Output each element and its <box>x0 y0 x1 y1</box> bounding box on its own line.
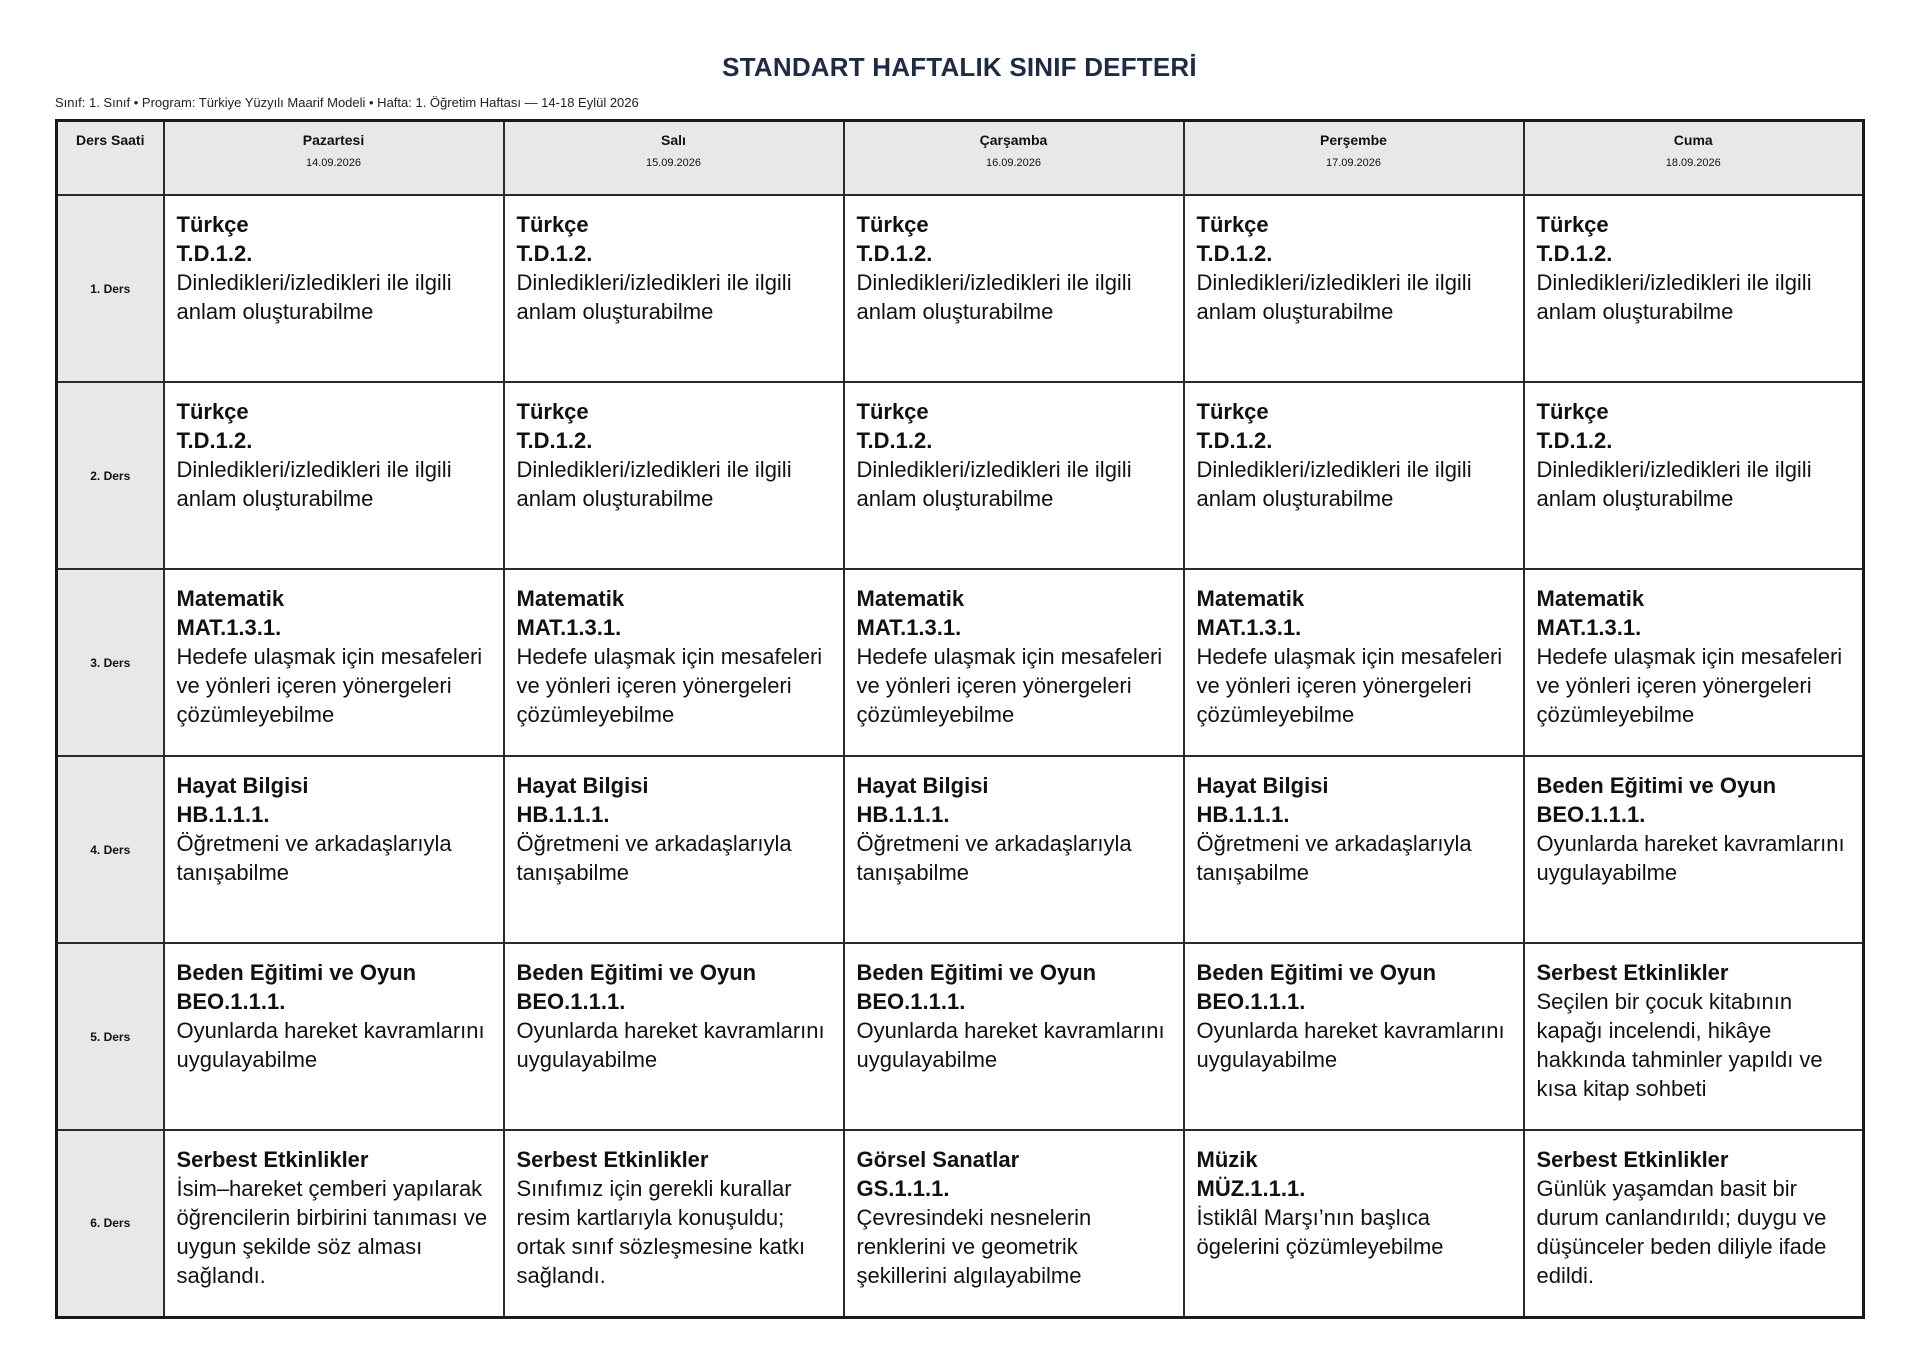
schedule-body <box>57 195 1864 1317</box>
day-header-tuesday <box>504 121 844 196</box>
lesson-subject: Serbest Etkinlikler <box>1536 1147 1729 1172</box>
lesson-subject: Türkçe <box>1536 212 1609 237</box>
lesson-cell <box>1184 195 1524 382</box>
table-row <box>57 382 1864 569</box>
period-label: 5. Ders <box>57 943 164 1130</box>
lesson-description: Oyunlarda hareket kavramlarını uygulayabilme <box>176 1018 485 1072</box>
weekly-schedule-table <box>55 119 1865 1319</box>
lesson-subject: Müzik <box>1196 1147 1258 1172</box>
lesson-description: Oyunlarda hareket kavramlarını uygulayabilme <box>1536 831 1845 885</box>
lesson-subject: Serbest Etkinlikler <box>516 1147 709 1172</box>
document-meta-line: Sınıf: 1. Sınıf • Program: Türkiye Yüzyılı Maarif Modeli • Hafta: 1. Öğretim Haftası — 14-18 Eylül 2026 <box>55 95 639 110</box>
lesson-outcome-code: T.D.1.2. <box>516 428 593 453</box>
lesson-subject: Matematik <box>516 586 625 611</box>
lesson-outcome-code: T.D.1.2. <box>1536 241 1613 266</box>
table-row <box>57 943 1864 1130</box>
lesson-cell <box>844 943 1184 1130</box>
lesson-description: Seçilen bir çocuk kitabının kapağı incelendi, hikâye hakkında tahminler yapıldı ve kısa kitap sohbeti <box>1536 989 1823 1101</box>
lesson-subject: Beden Eğitimi ve Oyun <box>516 960 757 985</box>
lesson-outcome-code: T.D.1.2. <box>856 241 933 266</box>
lesson-description: Oyunlarda hareket kavramlarını uygulayabilme <box>856 1018 1165 1072</box>
lesson-outcome-code: T.D.1.2. <box>856 428 933 453</box>
lesson-subject: Türkçe <box>176 399 249 424</box>
lesson-description: Oyunlarda hareket kavramlarını uygulayabilme <box>516 1018 825 1072</box>
lesson-description: Dinledikleri/izledikleri ile ilgili anlam oluşturabilme <box>856 457 1132 511</box>
lesson-subject: Hayat Bilgisi <box>176 773 309 798</box>
lesson-outcome-code: MAT.1.3.1. <box>856 615 962 640</box>
lesson-description: Dinledikleri/izledikleri ile ilgili anlam oluşturabilme <box>176 457 452 511</box>
lesson-description: Oyunlarda hareket kavramlarını uygulayabilme <box>1196 1018 1505 1072</box>
lesson-subject: Hayat Bilgisi <box>516 773 649 798</box>
lesson-cell <box>504 943 844 1130</box>
lesson-description: Öğretmeni ve arkadaşlarıyla tanışabilme <box>176 831 452 885</box>
lesson-cell <box>1524 195 1864 382</box>
lesson-description: Hedefe ulaşmak için mesafeleri ve yönleri içeren yönergeleri çözümleyebilme <box>516 644 823 727</box>
lesson-cell <box>164 382 504 569</box>
day-header-thursday <box>1184 121 1524 196</box>
lesson-subject: Türkçe <box>856 212 929 237</box>
lesson-cell <box>504 1130 844 1317</box>
lesson-outcome-code: T.D.1.2. <box>176 241 253 266</box>
period-column-header: Ders Saati <box>57 121 164 196</box>
lesson-subject: Türkçe <box>1196 212 1269 237</box>
period-label: 2. Ders <box>57 382 164 569</box>
period-label: 6. Ders <box>57 1130 164 1317</box>
lesson-subject: Türkçe <box>516 212 589 237</box>
lesson-outcome-code: MAT.1.3.1. <box>176 615 282 640</box>
lesson-outcome-code: T.D.1.2. <box>1196 428 1273 453</box>
table-row <box>57 195 1864 382</box>
period-label: 1. Ders <box>57 195 164 382</box>
lesson-cell <box>504 569 844 756</box>
lesson-subject: Matematik <box>176 586 285 611</box>
lesson-outcome-code: BEO.1.1.1. <box>856 989 966 1014</box>
lesson-description: İstiklâl Marşı’nın başlıca ögelerini çözümleyebilme <box>1196 1205 1444 1259</box>
period-label: 3. Ders <box>57 569 164 756</box>
lesson-outcome-code: T.D.1.2. <box>1536 428 1613 453</box>
lesson-description: Hedefe ulaşmak için mesafeleri ve yönleri içeren yönergeleri çözümleyebilme <box>1536 644 1843 727</box>
lesson-cell <box>1184 943 1524 1130</box>
lesson-cell <box>1524 1130 1864 1317</box>
lesson-description: Dinledikleri/izledikleri ile ilgili anlam oluşturabilme <box>516 457 792 511</box>
lesson-cell <box>1524 756 1864 943</box>
lesson-outcome-code: BEO.1.1.1. <box>176 989 286 1014</box>
lesson-outcome-code: HB.1.1.1. <box>1196 802 1290 827</box>
day-name: Çarşamba <box>979 132 1048 148</box>
lesson-outcome-code: HB.1.1.1. <box>516 802 610 827</box>
lesson-cell <box>1184 382 1524 569</box>
lesson-cell <box>844 382 1184 569</box>
day-header-monday <box>164 121 504 196</box>
lesson-description: Çevresindeki nesnelerin renklerini ve geometrik şekillerini algılayabilme <box>856 1205 1092 1288</box>
lesson-cell <box>1524 943 1864 1130</box>
lesson-outcome-code: T.D.1.2. <box>176 428 253 453</box>
lesson-outcome-code: T.D.1.2. <box>1196 241 1273 266</box>
lesson-subject: Beden Eğitimi ve Oyun <box>856 960 1097 985</box>
lesson-cell <box>164 569 504 756</box>
lesson-subject: Türkçe <box>516 399 589 424</box>
day-header-wednesday <box>844 121 1184 196</box>
lesson-description: Hedefe ulaşmak için mesafeleri ve yönleri içeren yönergeleri çözümleyebilme <box>856 644 1163 727</box>
lesson-outcome-code: BEO.1.1.1. <box>1536 802 1646 827</box>
lesson-outcome-code: MÜZ.1.1.1. <box>1196 1176 1306 1201</box>
lesson-subject: Serbest Etkinlikler <box>1536 960 1729 985</box>
lesson-outcome-code: GS.1.1.1. <box>856 1176 950 1201</box>
lesson-description: Öğretmeni ve arkadaşlarıyla tanışabilme <box>856 831 1132 885</box>
lesson-cell <box>844 195 1184 382</box>
period-label: 4. Ders <box>57 756 164 943</box>
day-name: Pazartesi <box>302 132 365 148</box>
lesson-cell <box>1184 569 1524 756</box>
table-row <box>57 569 1864 756</box>
lesson-description: Dinledikleri/izledikleri ile ilgili anlam oluşturabilme <box>856 270 1132 324</box>
lesson-description: Öğretmeni ve arkadaşlarıyla tanışabilme <box>1196 831 1472 885</box>
lesson-cell <box>1524 569 1864 756</box>
lesson-subject: Matematik <box>1196 586 1305 611</box>
lesson-subject: Türkçe <box>856 399 929 424</box>
table-row <box>57 756 1864 943</box>
day-date: 17.09.2026 <box>1325 157 1382 169</box>
lesson-outcome-code: BEO.1.1.1. <box>1196 989 1306 1014</box>
lesson-cell <box>164 195 504 382</box>
lesson-subject: Beden Eğitimi ve Oyun <box>176 960 417 985</box>
lesson-subject: Serbest Etkinlikler <box>176 1147 369 1172</box>
day-name: Salı <box>661 132 686 148</box>
lesson-description: Dinledikleri/izledikleri ile ilgili anlam oluşturabilme <box>1196 457 1472 511</box>
lesson-subject: Beden Eğitimi ve Oyun <box>1196 960 1437 985</box>
day-header-friday <box>1524 121 1864 196</box>
lesson-description: İsim–hareket çemberi yapılarak öğrencilerin birbirini tanıması ve uygun şekilde söz alması sağlandı. <box>176 1176 488 1288</box>
lesson-subject: Türkçe <box>176 212 249 237</box>
lesson-subject: Türkçe <box>1196 399 1269 424</box>
lesson-cell <box>1524 382 1864 569</box>
lesson-subject: Matematik <box>1536 586 1645 611</box>
day-date: 18.09.2026 <box>1665 157 1721 169</box>
lesson-outcome-code: HB.1.1.1. <box>176 802 270 827</box>
day-date: 15.09.2026 <box>645 157 702 169</box>
lesson-subject: Hayat Bilgisi <box>1196 773 1329 798</box>
lesson-subject: Beden Eğitimi ve Oyun <box>1536 773 1777 798</box>
page-title: STANDART HAFTALIK SINIF DEFTERİ <box>722 52 1197 82</box>
lesson-description: Hedefe ulaşmak için mesafeleri ve yönleri içeren yönergeleri çözümleyebilme <box>176 644 483 727</box>
lesson-outcome-code: MAT.1.3.1. <box>1536 615 1642 640</box>
lesson-cell <box>504 195 844 382</box>
day-name: Perşembe <box>1320 132 1387 148</box>
lesson-cell <box>504 382 844 569</box>
lesson-description: Hedefe ulaşmak için mesafeleri ve yönleri içeren yönergeleri çözümleyebilme <box>1196 644 1503 727</box>
lesson-subject: Görsel Sanatlar <box>856 1147 1020 1172</box>
header-row <box>57 121 1864 196</box>
lesson-outcome-code: HB.1.1.1. <box>856 802 950 827</box>
lesson-subject: Matematik <box>856 586 965 611</box>
lesson-description: Dinledikleri/izledikleri ile ilgili anlam oluşturabilme <box>1536 270 1812 324</box>
lesson-cell <box>164 756 504 943</box>
lesson-description: Dinledikleri/izledikleri ile ilgili anlam oluşturabilme <box>516 270 792 324</box>
lesson-cell <box>164 943 504 1130</box>
day-name: Cuma <box>1673 132 1713 148</box>
lesson-outcome-code: BEO.1.1.1. <box>516 989 626 1014</box>
day-date: 14.09.2026 <box>305 157 362 169</box>
lesson-subject: Hayat Bilgisi <box>856 773 989 798</box>
lesson-outcome-code: T.D.1.2. <box>516 241 593 266</box>
lesson-subject: Türkçe <box>1536 399 1609 424</box>
lesson-outcome-code: MAT.1.3.1. <box>1196 615 1302 640</box>
lesson-cell <box>844 569 1184 756</box>
lesson-description: Sınıfımız için gerekli kurallar resim kartlarıyla konuşuldu; ortak sınıf sözleşmesine katkı sağlandı. <box>516 1176 806 1288</box>
lesson-description: Öğretmeni ve arkadaşlarıyla tanışabilme <box>516 831 792 885</box>
day-date: 16.09.2026 <box>985 157 1042 169</box>
lesson-cell <box>844 756 1184 943</box>
lesson-description: Günlük yaşamdan basit bir durum canlandırıldı; duygu ve düşünceler beden diliyle ifade edildi. <box>1536 1176 1827 1288</box>
lesson-outcome-code: MAT.1.3.1. <box>516 615 622 640</box>
lesson-cell <box>1184 756 1524 943</box>
lesson-cell <box>1184 1130 1524 1317</box>
lesson-cell <box>844 1130 1184 1317</box>
lesson-description: Dinledikleri/izledikleri ile ilgili anlam oluşturabilme <box>1536 457 1812 511</box>
lesson-description: Dinledikleri/izledikleri ile ilgili anlam oluşturabilme <box>176 270 452 324</box>
table-row <box>57 1130 1864 1317</box>
lesson-cell <box>164 1130 504 1317</box>
lesson-description: Dinledikleri/izledikleri ile ilgili anlam oluşturabilme <box>1196 270 1472 324</box>
lesson-cell <box>504 756 844 943</box>
